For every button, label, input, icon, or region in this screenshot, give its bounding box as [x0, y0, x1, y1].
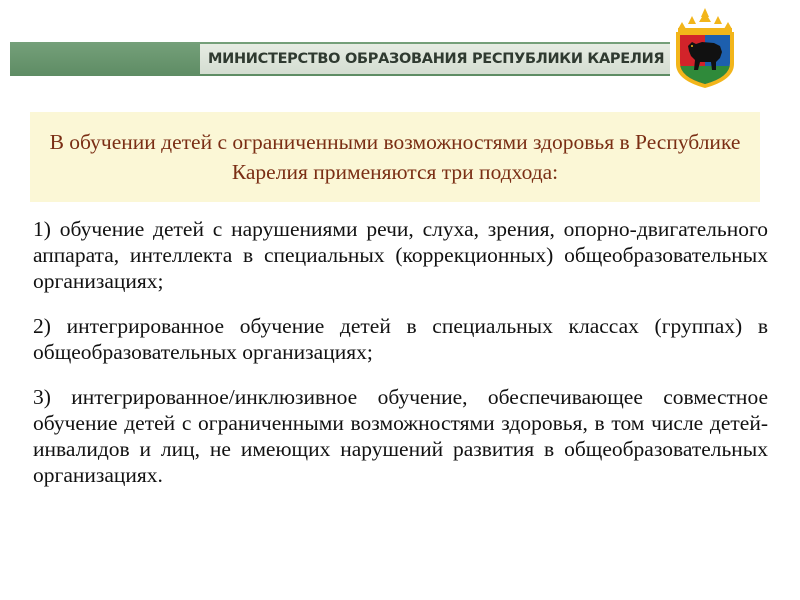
approach-item-3: 3) интегрированное/инклюзивное обучение, обеспечивающее совместное обучение детей с ограниченными возможностями здоровья, в том числе детей-инвалидов и лиц, не имеющих нарушений развития в общеобразовательных организациях.: [33, 385, 768, 487]
karelia-coat-of-arms-icon: [670, 6, 740, 90]
header-banner: [200, 44, 670, 74]
highlight-text: В обучении детей с ограниченными возможностями здоровья в Республике Карелия применяются три подхода:: [49, 130, 741, 184]
approach-item-1: 1) обучение детей с нарушениями речи, слуха, зрения, опорно-двигательного аппарата, интеллекта в специальных (коррекционных) общеобразовательных организациях;: [33, 217, 768, 293]
approach-item-2: 2) интегрированное обучение детей в специальных классах (группах) в общеобразовательных организациях;: [33, 314, 768, 364]
ministry-title: МИНИСТЕРСТВО ОБРАЗОВАНИЯ РЕСПУБЛИКИ КАРЕЛИЯ: [208, 51, 665, 67]
approaches-list: [33, 216, 768, 507]
highlight-box: [30, 112, 760, 202]
